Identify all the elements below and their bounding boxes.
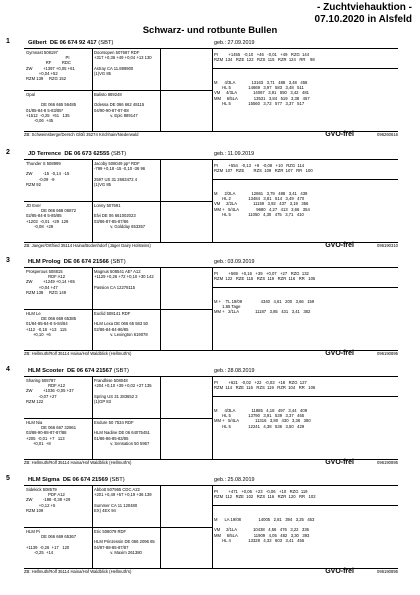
maternal-grandsire-block: Magnus 508541 AE* A12 +1129 +0,26 +72 +0,10 +30 142 Passion CA 12278115: [94, 269, 154, 290]
breeder-code: 096190895: [377, 569, 398, 574]
breeder-info: ZB: Hellmuth/Rolf 35114 Haina/Hof Waldblick (Hellmuth's): [24, 569, 132, 574]
breeder-info: ZB: Hellmuth/Rolf 35114 Haina/Hof Waldblick (Hellmuth's): [24, 351, 132, 356]
entry-header: [6, 366, 398, 376]
breed-code: (SBT): [109, 477, 125, 483]
bull-id: DE 06 673 62555: [64, 151, 110, 157]
breed-code: (SBT): [113, 368, 129, 374]
maternal-granddam-block: Endure 50 7534 RDF HLM Nadine DE 06 64075451 01/86-86-85-83/85 v. Sensation 50 5967: [94, 420, 150, 446]
grid-divider: [24, 527, 212, 528]
entry-header: [6, 257, 398, 267]
auction-header: [315, 2, 412, 26]
breeder-code: 096190895: [377, 460, 398, 465]
lactation-table: M 4/3LA 11885 4,18 497 3,44 409 HL 5 13790 3,91 539 3,37 465 MM + 5/4LA 11316 3,80 430 3,36 380 HL 5 12241 4,38 536 3,50 429: [214, 408, 311, 429]
sire-block: Sidekick 508579 PDF A12 ZW -198 -0,38 +29 +0,12 +5 RZM 109: [26, 487, 71, 513]
bull-name: HLM Prolog: [28, 259, 61, 265]
breeder-info: ZB: Hellmuth/Rolf 35114 Haina/Hof Waldblick (Hellmuth's): [24, 460, 132, 465]
bull-entry: [6, 149, 398, 261]
lactation-table: M LA 19/08 14005 2,81 394 3,25 453 VM 2/1LA 10438 4,56 476 3,22 336 MM 6/5LA 11909 4,05 482 3,30 393 HL 4 13328 4,32 603 3,41 455: [214, 517, 315, 543]
bull-name: Gilbert: [28, 40, 47, 46]
entry-number: 5: [6, 475, 10, 482]
breed-code: (SBT): [98, 40, 114, 46]
birth-date: geb.: 25.08.2019: [214, 477, 255, 483]
bull-entry: [6, 366, 398, 478]
bull-id: DE 06 674 21567: [66, 368, 113, 374]
grid-divider: [212, 377, 213, 459]
dam-block: HLM Le DE 066 669 65385 01/84-85-84-8 5-84/84 +112 -0,18 +13 115 +0,10 +6: [26, 311, 77, 337]
gvo-status: GVO-frei: [325, 242, 354, 249]
entry-header: [6, 38, 398, 48]
breeding-values: PI +1455 -0,10 +46 -0,01 +49 RZG 144 RZM 134 RZE 122 RZS 115 RZR 124 RR 98: [214, 52, 315, 63]
maternal-granddam-block: Euclid 508141 RDF HLM Lexa DE 066 65 583 50 02/86-84-84-86/85 v. Lexington 619078: [94, 311, 149, 337]
grid-divider: [212, 505, 398, 506]
grid-divider: [212, 396, 398, 397]
dam-block: JD Ever DE 066 668 06872 02/85-84-8 5-85/85 +1203 -0,01 +29 129 -0,08 +29: [26, 203, 77, 229]
bull-name: HLM Scooter: [28, 368, 64, 374]
lactation-table: M 2/2LA 12861 3,79 488 3,41 439 HL 2 13484 3,81 514 3,49 470 VM 2/2LA 11159 3,92 437 3,19 356 MM + 5/4LA 9680 4,27 413 3,66 354 HL 5 11050 4,30 475 3,71 410: [214, 191, 310, 217]
breeder-line: [24, 567, 398, 576]
bull-id: DE 06 674 92 417: [49, 40, 97, 46]
gvo-status: GVO-frei: [325, 568, 354, 575]
document-title: Schwarz- und rotbunte Bullen: [142, 25, 278, 36]
bull-name-line: [28, 475, 125, 485]
bull-name-line: [28, 257, 126, 267]
grid-divider: [24, 90, 212, 91]
grid-divider: [24, 309, 212, 310]
sire-block: Sharing 508797 RDF A12 ZW +1036 -0,05 +37 -0,07 +27 RZM 122: [26, 378, 74, 404]
grid-divider: [24, 201, 212, 202]
grid-divider: [212, 68, 398, 69]
birth-date: geb.: 27.09.2019: [214, 40, 255, 46]
entry-number: 3: [6, 257, 10, 264]
maternal-granddam-block: Lonny 507691 Elvi DE 06 661002023 03/86-87-85-87/86 v. Goldday 653357: [94, 203, 146, 229]
entry-number: 4: [6, 366, 10, 373]
bull-entry: [6, 475, 398, 587]
breeding-values: PI +569 +0,16 +39 +0,07 +27 RZG 132 RZM 122 RZE 115 RZS 119 RZR 116 RR 105: [214, 271, 316, 282]
breeder-code: 096190895: [377, 351, 398, 356]
bull-name-line: [28, 149, 126, 159]
pedigree-grid: [24, 485, 398, 569]
grid-divider: [212, 268, 213, 350]
entry-number: 1: [6, 38, 10, 45]
pedigree-grid: [24, 48, 398, 132]
bull-name-line: [28, 366, 129, 376]
maternal-grandsire-block: Doorsopen 507687 RDF +317 +0,36 +49 +0,04 +13 130 Astray CA 11.889900 (1)VG 85: [94, 50, 152, 76]
grid-divider: [212, 287, 398, 288]
breeder-line: [24, 130, 398, 139]
breeder-info: ZB: Schweinsberge/Dersch Glöß 35274 Kirchhain/Niederwald: [24, 132, 139, 137]
bull-entry: [6, 257, 398, 369]
dam-block: HLM Pi DE 066 669 65367 +1139 -0,26 +17 120 -0,25 +14: [26, 529, 77, 555]
sire-block: Prosperous 508815 RDF A12 ZW +1249 +0,14 +65 +0,04 +47 RZM 138 RZG 149: [26, 269, 75, 295]
breeder-code: 096260616: [377, 132, 398, 137]
maternal-grandsire-block: Frandhise 508048 +204 +0,10 +39 +0,02 +27 135 Spring US 31 283652 2 (1)GP 83: [94, 378, 152, 404]
breeding-values: PI +554 -0,13 +9 -0,08 +10 RZG 114 RZM 107 RZE RZS 109 RZR 107 RR 100: [214, 163, 313, 174]
dam-block: Opal DE 066 665 56485 01/85-84-8 5-83/85* +1512 -0,25 +51 135 -0,06 +45: [26, 92, 77, 124]
sire-block: Gymnast 508197 PI RF RDC ZW +1397 +0,05 +61 +0,04 +52 RZM 139 RZG 152: [26, 50, 75, 82]
pedigree-grid: [24, 159, 398, 243]
grid-divider: [212, 49, 213, 131]
breeder-code: 096190310: [377, 243, 398, 248]
grid-divider: [24, 418, 212, 419]
sire-block: Thunder S 508999 ZW -15 -0,14 -15 -0,09 -9 RZM 92: [26, 161, 70, 187]
gvo-status: GVO-frei: [325, 131, 354, 138]
grid-divider: [212, 486, 213, 568]
lactation-table: M 4/3LA 13163 3,71 488 3,48 458 HL 5 14669 3,97 583 3,48 511 VM 4/3LA 14067 3,91 550 3,42 481 MM 6/5LA 13531 3,84 519 3,38 457 HL 5 15560 3,72 577 3,37 517: [214, 80, 310, 106]
pedigree-grid: [24, 376, 398, 460]
breed-code: (SBT): [110, 259, 126, 265]
bull-name: JD Terrence: [28, 151, 62, 157]
breed-code: (SBT): [111, 151, 127, 157]
bull-id: DE 06 674 21566: [63, 259, 109, 265]
auction-title: - Zuchtviehauktion -: [317, 2, 412, 13]
breeder-info: ZB: Jaeger/Ortfried 35114 Haina/Bodenhdorf (Jäger Dairy Holsteins): [24, 243, 151, 248]
breeder-line: [24, 241, 398, 250]
breeding-values: PI +621 -0,02 +22 -0,03 +18 RZG 127 RZM 114 RZE 116 RZS 119 RZR 104 RR 106: [214, 380, 316, 391]
maternal-grandsire-block: Abbott 507965 CDC A22 +201 +0,49 +57 +0,19 +36 139 Summer CA 11 120480 EX) 4EX 94: [94, 487, 152, 513]
lactation-table: M + TL 19/09 4340 4,61 200 3,66 159 1.85 Tage MM + 2/1LA 11187 3,85 431 3,41 382: [214, 299, 315, 315]
entry-header: [6, 149, 398, 159]
bull-entry: [6, 38, 398, 150]
gvo-status: GVO-frei: [325, 350, 354, 357]
dam-block: HLM Nia DE 066 667 32861 03/88-90-88-87-87/88 +205 -0,01 +7 113 +0,01 +8: [26, 420, 77, 446]
pedigree-grid: [24, 267, 398, 351]
entry-header: [6, 475, 398, 485]
bull-id: DE 06 674 21569: [62, 477, 108, 483]
maternal-granddam-block: Eric 508079 RDF HLM Prinzessin DE 066 2096 65 04/87-88-85-87/87 v. Maxim 261380: [94, 529, 155, 555]
breeding-values: PI +471 +0,06 +23 -0,06 +10 RZG 119 RZM 112 RZE 102 RZS 116 RZR 120 RR 102: [214, 489, 316, 500]
breeder-line: [24, 349, 398, 358]
birth-date: geb.: 11.09.2019: [214, 151, 255, 157]
bull-name: HLM Sigma: [28, 477, 60, 483]
bull-name-line: [28, 38, 113, 48]
maternal-granddam-block: Balisto 889248 Odessa DE 066 662 48115 04/90-90-87-87-88 v. Epic 889147: [94, 92, 145, 118]
maternal-grandsire-block: Jacoby 508049 pp* RDF -799 +0,18 -15 -0,10 -36 96 2597 US 31 2663472 4 (1)VG 85: [94, 161, 146, 187]
birth-date: geb.: 03.09.2019: [214, 259, 255, 265]
gvo-status: GVO-frei: [325, 459, 354, 466]
breeder-line: [24, 458, 398, 467]
entry-number: 2: [6, 149, 10, 156]
grid-divider: [212, 160, 213, 242]
birth-date: geb.: 28.08.2019: [214, 368, 255, 374]
auction-date: 07.10.2020 in Alsfeld: [314, 14, 412, 25]
grid-divider: [212, 179, 398, 180]
